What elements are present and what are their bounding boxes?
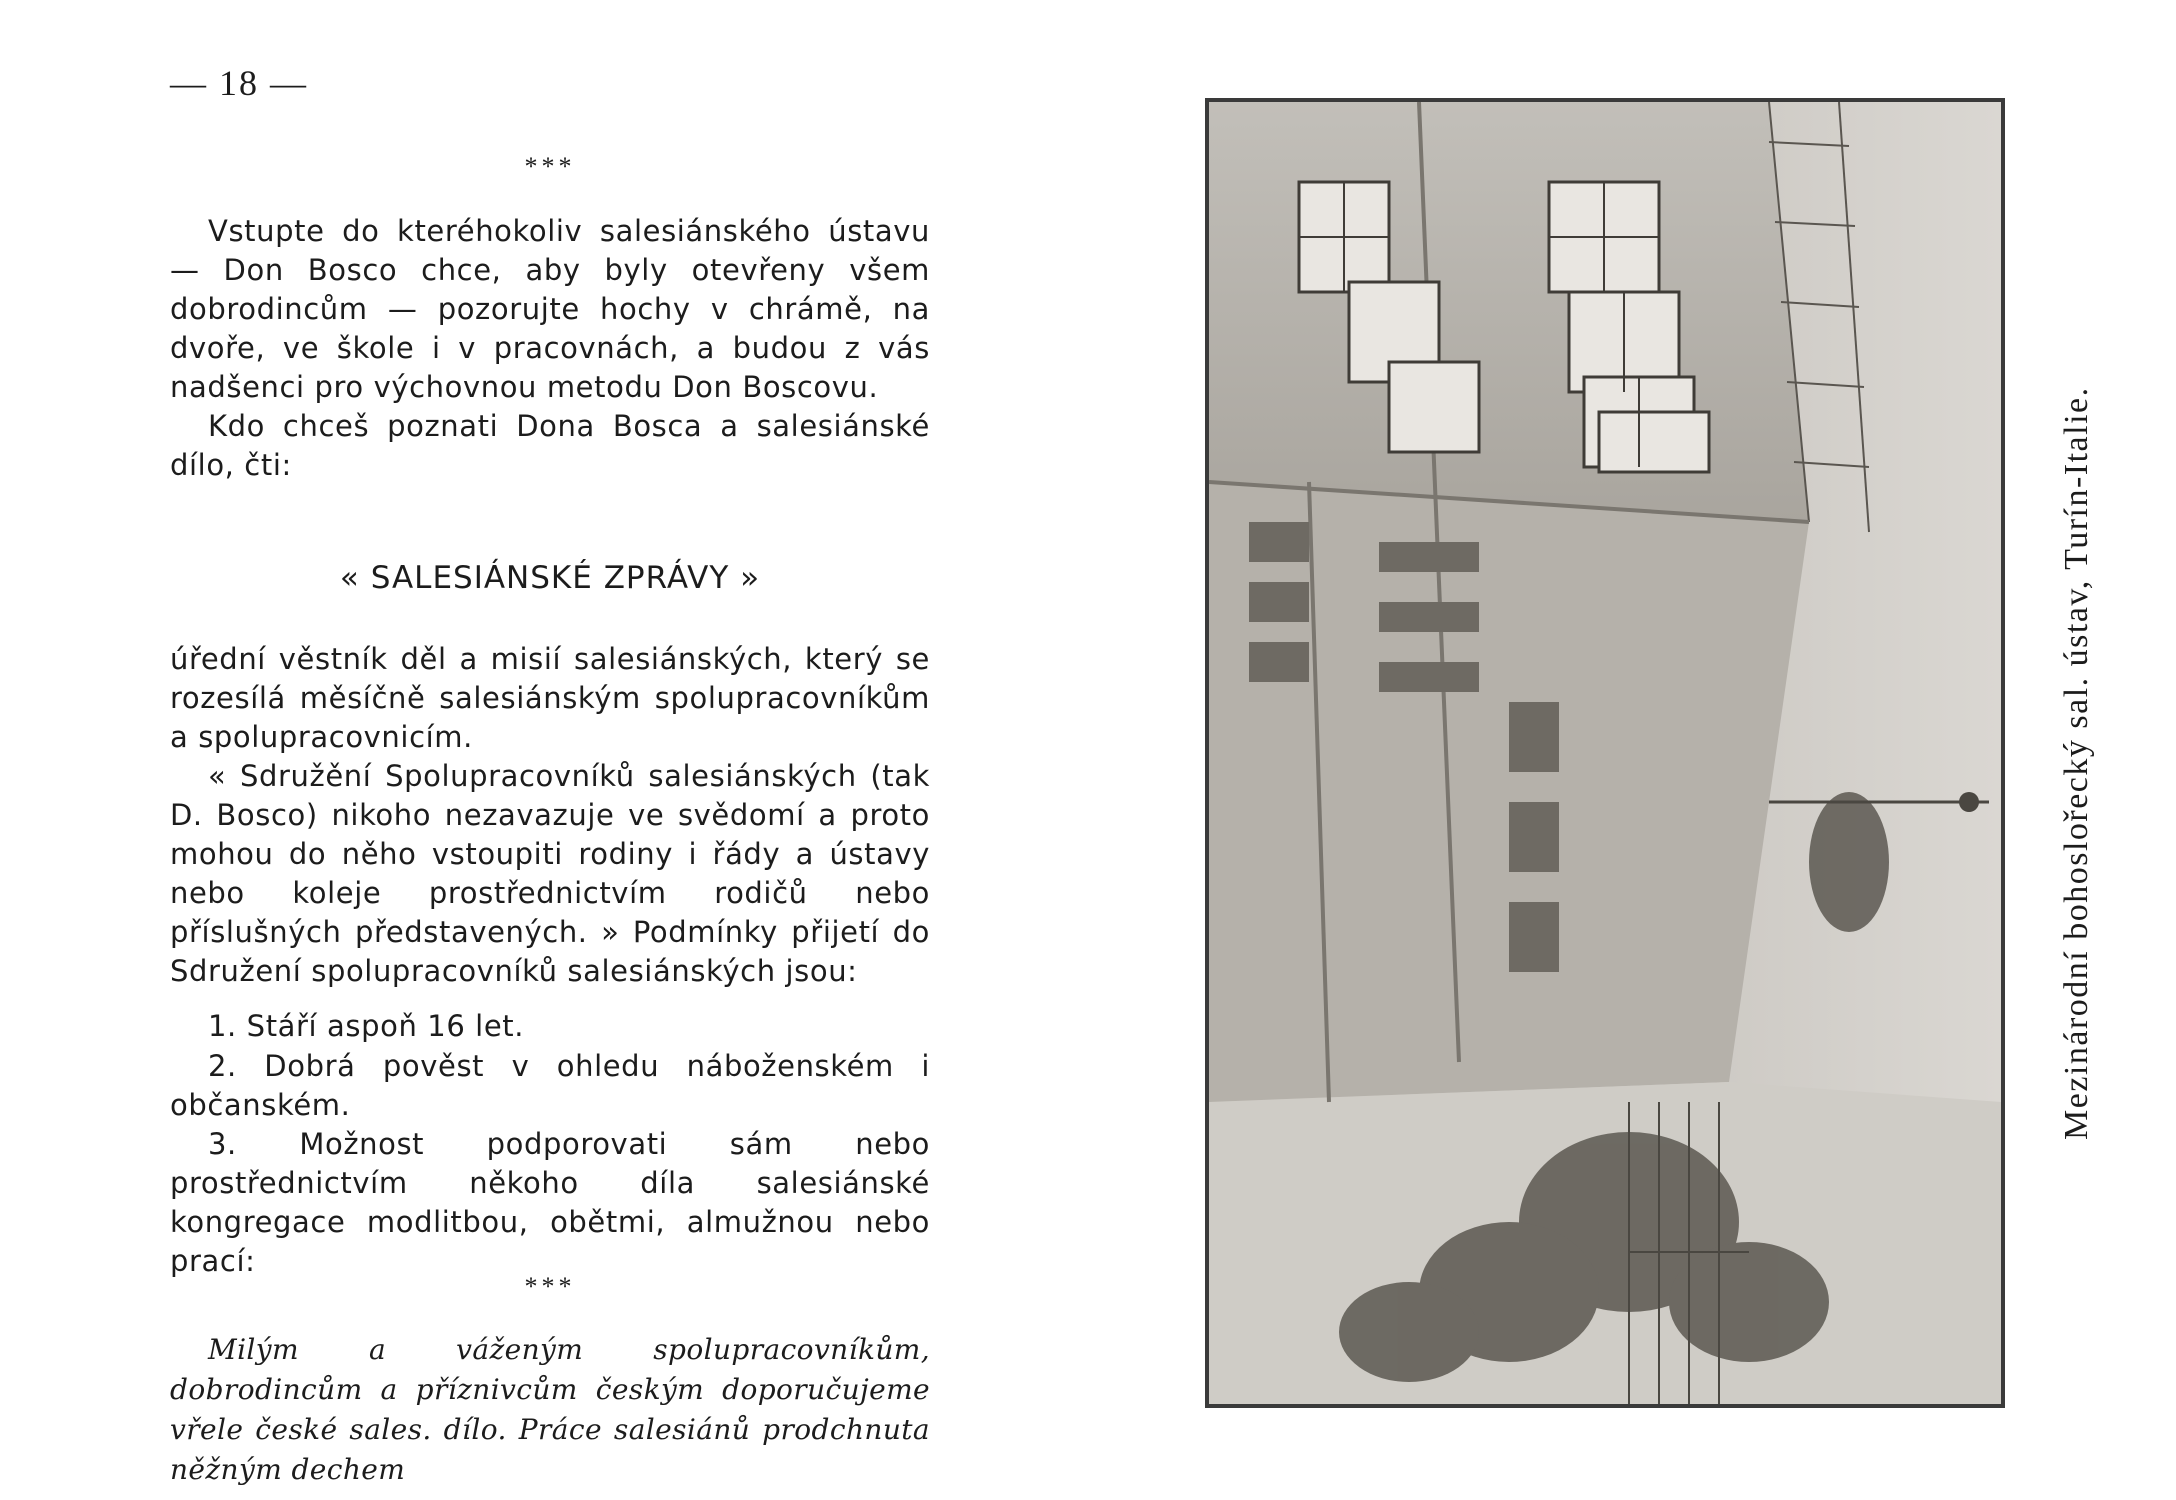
building-illustration (1209, 102, 2001, 1404)
bulletin-description-paragraph: úřední věstník děl a misií salesiánských, který se rozesílá měsíčně salesiánským spolupracovníkům a spolupracovnicím. (170, 642, 930, 754)
condition-item-age: 1. Stáří aspoň 16 let. (208, 1009, 525, 1043)
left-page (170, 0, 930, 1500)
condition-item-reputation: 2. Dobrá pověst v ohledu náboženském i občanském. (170, 1049, 930, 1122)
intro-paragraph: Vstupte do kteréhokoliv salesiánského ústavu — Don Bosco chce, aby byly otevřeny všem dobrodincům — pozorujte hochy v chrámě, na dvoře, ve škole i v pracovnách, a budou z vás nadšenci pro výchovnou metodu Don Boscovu. (170, 214, 930, 404)
read-invitation-paragraph: Kdo chceš poznati Dona Bosca a salesiánské dílo, čti: (170, 409, 930, 482)
recommendation-paragraph: Milým a váženým spolupracovníkům, dobrodincům a příznivcům českým doporučujeme vřele české sales. dílo. Práce salesiánů prodchnuta něžným dechem (170, 1333, 930, 1486)
section-separator: *** (524, 152, 576, 181)
photo-caption: Mezinárodní bohoslořecký sal. ústav, Turín-Italie. (2058, 386, 2095, 1140)
condition-item-support: 3. Možnost podporovati sám nebo prostřednictvím někoho díla salesiánské kongregace modlitbou, obětmi, almužnou nebo prací: (170, 1127, 930, 1278)
building-photograph (1205, 98, 2005, 1408)
association-paragraph: « Sdružění Spolupracovníků salesiánských (tak D. Bosco) nikoho nezavazuje ve svědomí a proto mohou do něho vstoupiti rodiny i řády a ústavy nebo koleje prostřednictvím rodičů nebo příslušných představených. » Podmínky přijetí do Sdružení spolupracovníků salesiánských jsou: (170, 759, 930, 988)
page-number: — 18 — (170, 63, 308, 103)
section-separator-bottom: *** (524, 1272, 576, 1301)
publication-heading: « SALESIÁNSKÉ ZPRÁVY » (339, 560, 761, 596)
